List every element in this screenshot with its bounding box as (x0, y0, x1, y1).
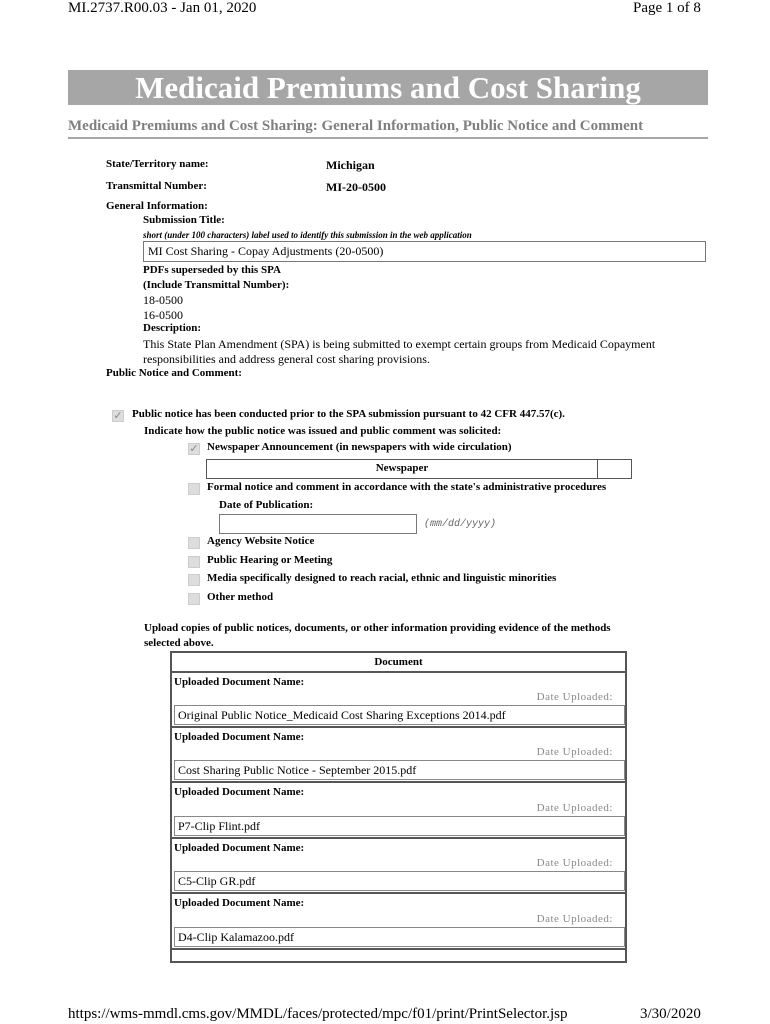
document-row (172, 839, 625, 894)
document-name-field[interactable]: D4-Clip Kalamazoo.pdf (174, 927, 625, 947)
pdf-item: 18-0500 (143, 293, 183, 307)
agency-website-checkbox[interactable] (188, 537, 200, 549)
public-notice-checkbox[interactable]: ✓ (113, 410, 123, 422)
other-method-checkbox[interactable] (188, 593, 200, 605)
date-uploaded-label: Date Uploaded: (536, 746, 613, 758)
submission-title-field[interactable]: MI Cost Sharing - Copay Adjustments (20-0500) (143, 241, 706, 262)
submission-title-note: short (under 100 characters) label used to identify this submission in the web application (143, 230, 472, 240)
date-format-hint: (mm/dd/yyyy) (424, 519, 497, 530)
pdf-item: 16-0500 (143, 308, 183, 322)
document-name-field[interactable]: P7-Clip Flint.pdf (174, 816, 625, 836)
section-subtitle: Medicaid Premiums and Cost Sharing: General Information, Public Notice and Comment (68, 118, 644, 134)
newspaper-checkbox[interactable]: ✓ (189, 443, 199, 455)
date-uploaded-label: Date Uploaded: (536, 802, 613, 814)
document-row (172, 673, 625, 728)
transmittal-label: Transmittal Number: (106, 180, 207, 192)
page-title: Medicaid Premiums and Cost Sharing (68, 70, 708, 105)
description-text: This State Plan Amendment (SPA) is being submitted to exempt certain groups from Medicaid Copayment (143, 337, 656, 351)
uploaded-doc-label: Uploaded Document Name: (174, 786, 305, 798)
general-info-label: General Information: (106, 200, 208, 212)
upload-text: Upload copies of public notices, documents, or other information providing evidence of the methods (144, 622, 611, 634)
uploaded-doc-label: Uploaded Document Name: (174, 897, 305, 909)
public-notice-label: Public Notice and Comment: (106, 367, 242, 379)
public-hearing-label: Public Hearing or Meeting (207, 554, 333, 566)
public-notice-check-label: Public notice has been conducted prior to the SPA submission pursuant to 42 CFR 447.57(c). (132, 408, 565, 420)
newspaper-table-divider (597, 460, 598, 478)
transmittal-value: MI-20-0500 (326, 180, 386, 194)
state-label: State/Territory name: (106, 158, 209, 170)
date-publication-input[interactable] (219, 514, 417, 534)
footer-date: 3/30/2020 (640, 1006, 701, 1022)
indicate-label: Indicate how the public notice was issued and public comment was solicited: (144, 425, 502, 437)
date-uploaded-label: Date Uploaded: (536, 913, 613, 925)
document-header-label: Document (374, 656, 423, 668)
formal-notice-label: Formal notice and comment in accordance with the state's administrative procedures (207, 481, 607, 493)
description-label: Description: (143, 322, 202, 334)
pdfs-label: PDFs superseded by this SPA (143, 264, 281, 276)
media-label: Media specifically designed to reach racial, ethnic and linguistic minorities (207, 572, 557, 584)
newspaper-option-label: Newspaper Announcement (in newspapers with wide circulation) (207, 441, 512, 453)
document-table (170, 651, 627, 963)
date-uploaded-label: Date Uploaded: (536, 857, 613, 869)
other-method-label: Other method (207, 591, 274, 603)
document-name-field[interactable]: C5-Clip GR.pdf (174, 871, 625, 891)
submission-title-label: Submission Title: (143, 214, 225, 226)
formal-notice-checkbox[interactable] (188, 483, 200, 495)
document-row (172, 728, 625, 783)
date-publication-label: Date of Publication: (219, 499, 314, 511)
document-table-header (172, 653, 625, 673)
newspaper-table (206, 459, 632, 479)
pdfs-label-sub: (Include Transmittal Number): (143, 279, 290, 291)
document-row (172, 894, 625, 950)
document-row (172, 783, 625, 839)
subtitle-divider (68, 137, 708, 139)
upload-text-cont: selected above. (144, 637, 214, 649)
uploaded-doc-label: Uploaded Document Name: (174, 731, 305, 743)
uploaded-doc-label: Uploaded Document Name: (174, 842, 305, 854)
uploaded-doc-label: Uploaded Document Name: (174, 676, 305, 688)
agency-website-label: Agency Website Notice (207, 535, 315, 547)
media-checkbox[interactable] (188, 574, 200, 586)
footer-url: https://wms-mmdl.cms.gov/MMDL/faces/protected/mpc/f01/print/PrintSelector.jsp (68, 1006, 568, 1022)
date-uploaded-label: Date Uploaded: (536, 691, 613, 703)
newspaper-header: Newspaper (375, 462, 429, 474)
state-value: Michigan (326, 158, 375, 172)
page-number: Page 1 of 8 (633, 0, 701, 16)
document-name-field[interactable]: Cost Sharing Public Notice - September 2015.pdf (174, 760, 625, 780)
description-text-cont: responsibilities and address general cost sharing provisions. (143, 352, 430, 366)
document-name-field[interactable]: Original Public Notice_Medicaid Cost Sharing Exceptions 2014.pdf (174, 705, 625, 725)
document-id: MI.2737.R00.03 - Jan 01, 2020 (68, 0, 257, 16)
public-hearing-checkbox[interactable] (188, 556, 200, 568)
